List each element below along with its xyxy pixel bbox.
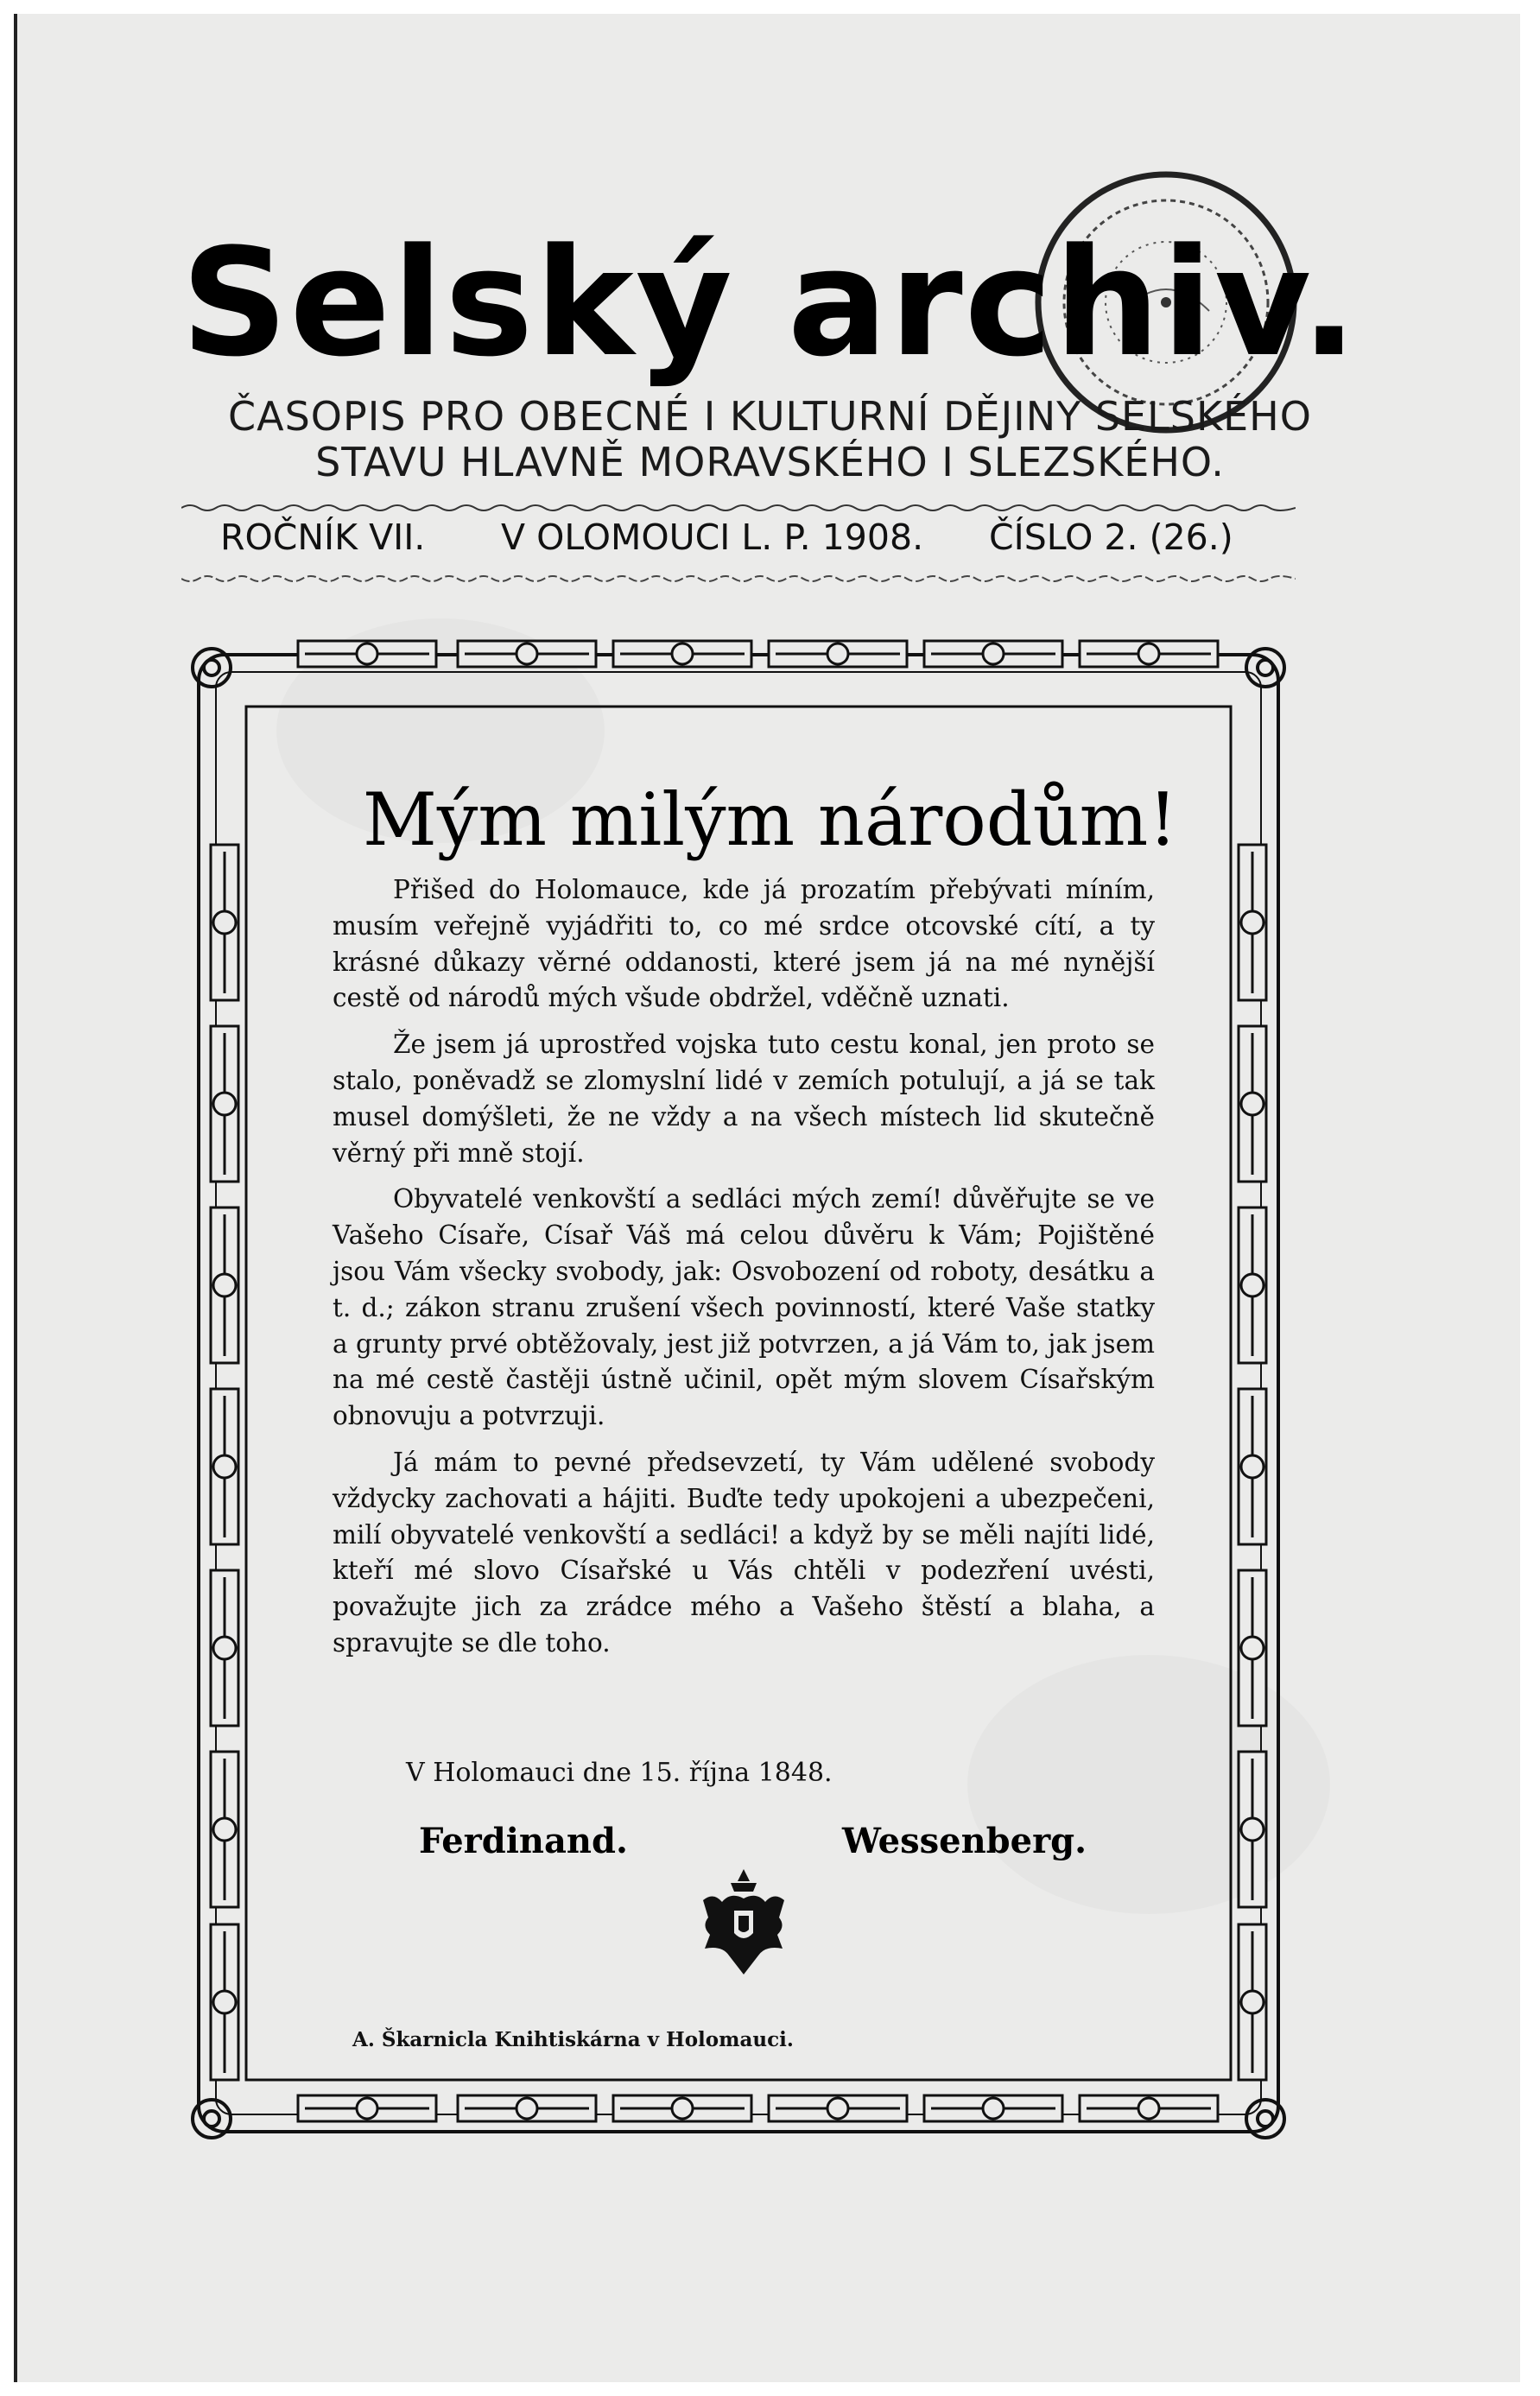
border-ornament-panel	[1239, 1389, 1266, 1544]
paragraph: Obyvatelé venkovští a sedláci mých zemí! důvěřujte se ve Vašeho Císaře, Císař Váš má celou důvěru k Vám; Pojištěné jsou Vám všecky svobody, jak: Osvobození od roboty, desátku a t. d.; zákon stranu zrušení všech povinností, které Vaše statky a grunty prvé obtěžovaly, jest již potvrzen, a já Vám to, jak jsem na mé cestě častěji ústně učinil, opět mým slovem Císařským obnovuju a potvrzuji.	[333, 1184, 1155, 1431]
border-ornament-panel	[458, 641, 596, 667]
border-ornament-panel	[769, 2095, 907, 2121]
issue-info-line	[181, 517, 1296, 568]
wavy-rule-top	[181, 501, 1296, 515]
border-ornament-panel	[1080, 2095, 1218, 2121]
paragraph: Já mám to pevné předsevzetí, ty Vám udělené svobody vždycky zachovati a hájiti. Buďte tedy upokojeni a ubezpečeni, milí obyvatelé venkovští a sedláci! a když by se měli najíti lidé, kteří mé slovo Císařské u Vás chtěli v podezření uvésti, považujte jich za zrádce mého a Vašeho štěstí a blaha, a spravujte se dle toho.	[333, 1447, 1155, 1658]
border-ornament-panel	[1239, 1752, 1266, 1907]
border-ornament-panel	[769, 641, 907, 667]
volume-label: ROČNÍK VII.	[220, 517, 426, 558]
border-ornament-panel	[211, 1924, 238, 2080]
printer-imprint: A. Škarnicla Knihtiskárna v Holomauci.	[352, 2028, 794, 2051]
proclamation-body	[333, 872, 1155, 1672]
journal-title: Selský archiv.	[181, 216, 1359, 390]
border-ornament-panel	[298, 641, 436, 667]
journal-subtitle-line-1: ČASOPIS PRO OBECNÉ I KULTURNÍ DĚJINY SELSKÉHO	[228, 393, 1312, 440]
proclamation-heading: Mým milým národům!	[362, 777, 1178, 862]
border-ornament-panel	[1239, 1026, 1266, 1182]
border-ornament-panel	[613, 2095, 751, 2121]
paragraph: Přišed do Holomauce, kde já prozatím přebývati míním, musím veřejně vyjádřiti to, co mé srdce otcovské cítí, a ty krásné důkazy věrné oddanosti, které jsem já na mé nynější cestě od národů mých všude obdržel, vděčně uznati.	[333, 875, 1155, 1013]
border-ornament-panel	[1239, 845, 1266, 1000]
border-ornament-panel	[924, 641, 1062, 667]
border-ornament-panel	[613, 641, 751, 667]
border-ornament-panel	[1080, 641, 1218, 667]
journal-subtitle-line-2: STAVU HLAVNĚ MORAVSKÉHO I SLEZSKÉHO.	[315, 439, 1225, 485]
place-year-label: V OLOMOUCI L. P. 1908.	[501, 517, 924, 558]
border-ornament-panel	[298, 2095, 436, 2121]
border-ornament-panel	[1239, 1570, 1266, 1726]
issue-number-label: ČÍSLO 2. (26.)	[989, 517, 1233, 558]
border-ornament-panel	[211, 1752, 238, 1907]
coat-of-arms-icon	[696, 1866, 791, 1978]
border-ornament-panel	[458, 2095, 596, 2121]
paragraph: Že jsem já uprostřed vojska tuto cestu konal, jen proto se stalo, poněvadž se zlomyslní lidé v zemích potulují, a já se tak musel domýšleti, že ne vždy a na všech místech lid skutečně věrný při mně stojí.	[333, 1030, 1155, 1168]
border-ornament-panel	[211, 1208, 238, 1363]
date-line: V Holomauci dne 15. října 1848.	[406, 1758, 833, 1788]
border-ornament-panel	[1239, 1924, 1266, 2080]
border-ornament-panel	[211, 845, 238, 1000]
border-ornament-panel	[1239, 1208, 1266, 1363]
border-ornament-panel	[211, 1026, 238, 1182]
border-ornament-panel	[211, 1389, 238, 1544]
signature-ferdinand: Ferdinand.	[419, 1821, 628, 1861]
signature-wessenberg: Wessenberg.	[842, 1821, 1087, 1861]
border-ornament-panel	[924, 2095, 1062, 2121]
wavy-rule-bottom	[181, 572, 1296, 586]
border-ornament-panel	[211, 1570, 238, 1726]
